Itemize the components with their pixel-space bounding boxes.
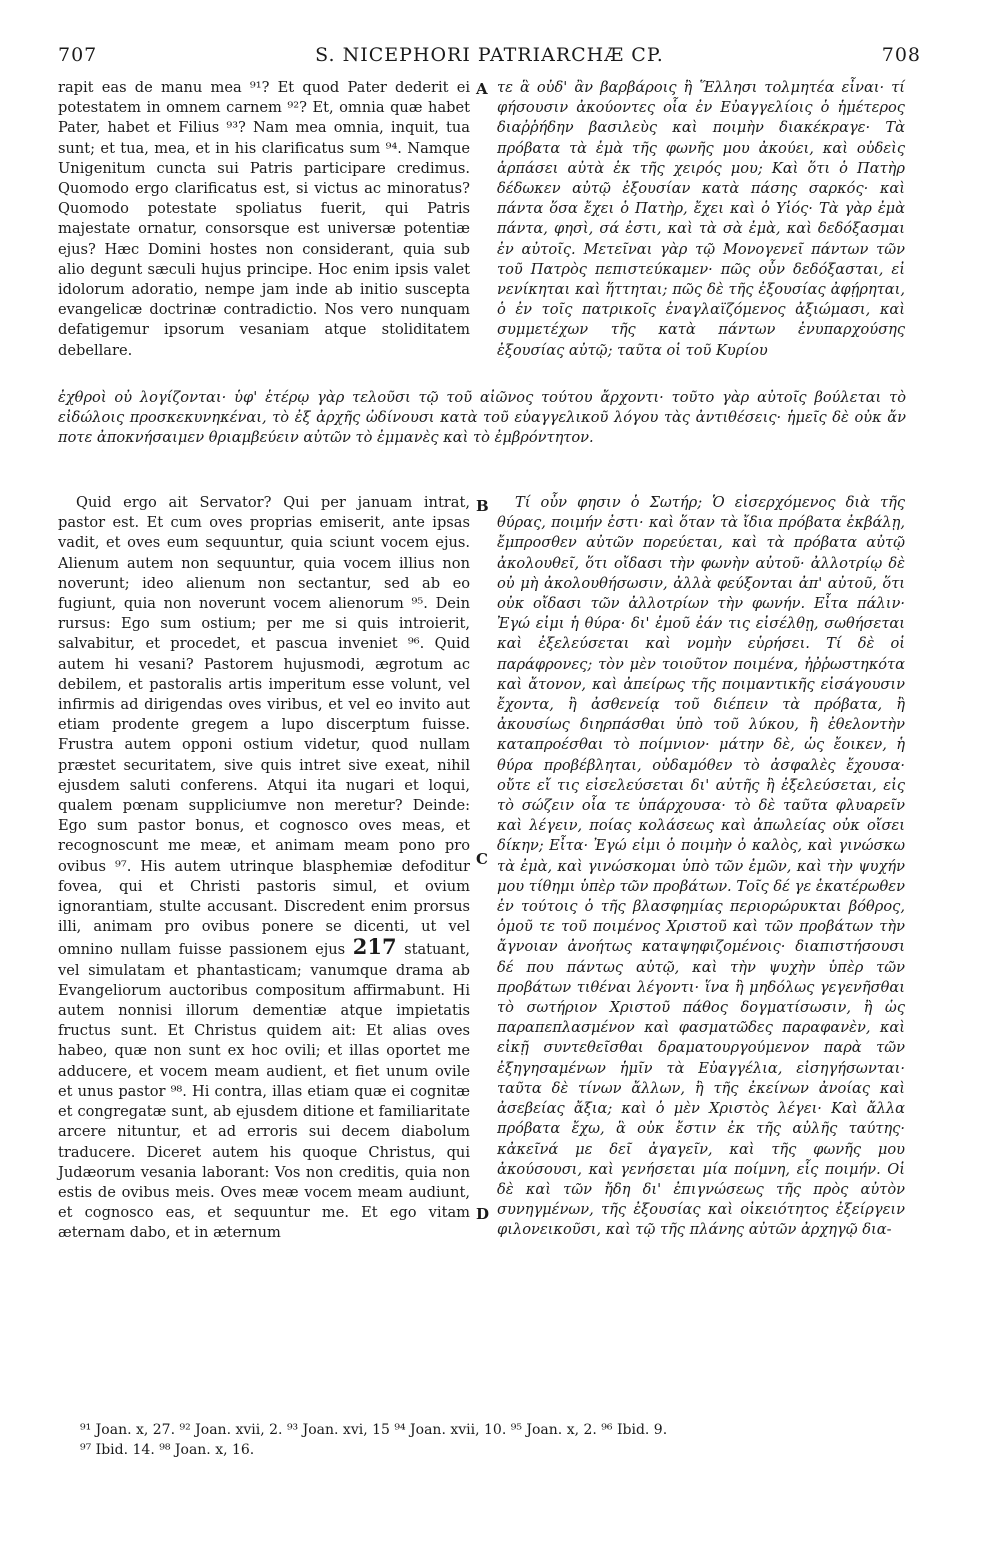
greek-text: τε ἃ οὐδ' ἂν βαρβάροις ἢ Ἕλλησι τολμητέα εἶναι· τί φήσουσιν ἀκούοντες οἷα ἐν Εὐαγγελίοις ὁ ἡμέτερος διαῤῥήδην βασιλεὺς καὶ ποιμὴν διακέκραγε· Τὰ πρόβατα τὰ ἐμὰ τῆς φωνῆς μου ἀκούει, καὶ οὐδεὶς ἁρπάσει αὐτὰ ἐκ τῆς χειρός μου; Καὶ ὅτι ὁ Πατὴρ δέδωκεν αὐτῷ ἐξουσίαν κατὰ πάσης σαρκός· καὶ πάντα ὅσα ἔχει ὁ Πατὴρ, ἔχει καὶ ὁ Υἱός· Τὰ γὰρ ἐμὰ πάντα, φησὶ, σά ἐστι, καὶ τὰ σὰ ἐμὰ, καὶ δεδόξασμαι ἐν αὐτοῖς. Μετεῖναι γὰρ τῷ Μονογενεῖ πάντων τῶν τοῦ Πατρὸς πεπιστεύκαμεν· πῶς οὖν δεδόξασται, εἰ νενίκηται καὶ ἥττηται; πῶς δὲ τῆς ἐξουσίας ἀφῄρηται, ὁ ἐν τοῖς πατρικοῖς ἐναγλαϊζόμενος ἀξιώμασι, καὶ συμμετέχων τῆς κατὰ πάντων ἐνυπαρχούσης ἐξουσίας αὐτῷ; ταῦτα οἱ τοῦ Κυρίου bbox=[497, 79, 905, 359]
footnotes-line-1: ⁹¹ Joan. x, 27. ⁹² Joan. xvii, 2. ⁹³ Joan. xvi, 15 ⁹⁴ Joan. xvii, 10. ⁹⁵ Joan. x, 2. ⁹⁶ Ibid. 9. bbox=[80, 1422, 668, 1438]
latin-text: rapit eas de manu mea ⁹¹? Et quod Pater dederit ei potestatem in omnem carnem ⁹²? Et, omnia quæ habet Pater, habet et Filius ⁹³? Nam mea omnia, inquit, tua sunt; et tua, mea, et in his clarificatus sum ⁹⁴. Namque Unigenitum cuncta sui Patris participare credimus. Quomodo ergo clarificatus est, si victus ac minoratus? Quomodo potestate spoliatus fuerit, qui Patris majestate ornatur, consorsque est universæ potentiæ ejus? Hæc Domini hostes non considerant, quia sub alio degunt sæculi hujus principe. Hoc enim ipsis valet idolorum adoratio, nempe jam inde ab initio suscepta evangelicæ doctrinæ contradictio. Nos vero nunquam defatigemur ipsorum vesaniam atque stoliditatem debellare. bbox=[58, 79, 470, 359]
left-page-number: 707 bbox=[58, 44, 98, 66]
footnotes-line-2: ⁹⁷ Ibid. 14. ⁹⁸ Joan. x, 16. bbox=[80, 1442, 255, 1458]
folio-number: 217 bbox=[352, 934, 397, 960]
greek-column-section2 bbox=[497, 493, 905, 1241]
greek-fullwidth-text: ἐχθροὶ οὐ λογίζονται· ὑφ' ἑτέρῳ γὰρ τελοῦσι τῷ τοῦ αἰῶνος τούτου ἄρχοντι· τοῦτο γὰρ αὐτοῖς βούλεται τὸ εἰδώλοις προσκεκυνηκέναι, τὸ ἐξ ἀρχῆς ὠδίνουσι κατὰ τοῦ εὐαγγελικοῦ λόγου τὰς ἀντιθέσεις· ἡμεῖς δὲ οὐκ ἄν ποτε ἀποκνήσαιμεν θριαμβεύειν αὐτῶν τὸ ἐμμανὲς καὶ τὸ ἐμβρόντητον. bbox=[58, 389, 906, 447]
latin-column-section1 bbox=[58, 78, 470, 361]
latin-text: Quid ergo ait Servator? Qui per januam intrat, pastor est. Et cum oves proprias emiserit, ante ipsas vadit, et oves eum sequuntur, quia sciunt vocem ejus. Alienum autem non sequuntur, quia vocem illius non noverunt; ideo alienum non sectantur, sed ab eo fugiunt, quia non noverunt vocem alienorum ⁹⁵. Dein rursus: Ego sum ostium; per me si quis introierit, salvabitur, et procedet, et pascua inveniet ⁹⁶. Quid autem hi vesani? Pastorem hujusmodi, ægrotum ac debilem, et pastoralis artis imperitum esse volunt, vel infirmis ad dirigendas oves viribus, et vel eo invito aut etiam prodente gregem a lupo discerptum fuisse. Frustra autem opponi ostium videtur, quod nullam præstet securitatem, sive quis intret sive exeat, nihil ejusdem saluti conferens. Atqui ita nugari et loqui, qualem pœnam suppliciumve non meretur? Deinde: Ego sum pastor bonus, et cognosco oves meas, et recognoscunt me meæ, et animam meam pono pro ovibus ⁹⁷. His autem utrinque blasphemiæ defoditur fovea, qui et Christi pastoris simul, et ovium ignorantiam, stulte accusant. Discredent enim prorsus illi, animam pro ovibus ponere se dicenti, ut vel omnino nullam fuisse passionem ejus bbox=[58, 494, 470, 959]
page-header bbox=[58, 44, 921, 72]
section-marker-c: C bbox=[476, 850, 488, 868]
running-title: S. NICEPHORI PATRIARCHÆ CP. bbox=[315, 44, 664, 66]
greek-column-section1 bbox=[497, 78, 905, 361]
section-marker-a: A bbox=[476, 80, 488, 98]
section-marker-d: D bbox=[476, 1205, 490, 1223]
greek-text: Τί οὖν φησιν ὁ Σωτήρ; Ὁ εἰσερχόμενος διὰ τῆς θύρας, ποιμήν ἐστι· καὶ ὅταν τὰ ἴδια πρόβατα ἐκβάλῃ, ἔμπροσθεν αὐτῶν πορεύεται, καὶ τὰ πρόβατα αὐτῷ ἀκολουθεῖ, ὅτι οἴδασι τὴν φωνὴν αὐτοῦ· ἀλλοτρίῳ δὲ οὐ μὴ ἀκολουθήσωσιν, ἀλλὰ φεύξονται ἀπ' αὐτοῦ, ὅτι οὐκ οἴδασι τῶν ἀλλοτρίων τὴν φωνήν. Εἶτα πάλιν· Ἐγώ εἰμι ἡ θύρα· δι' ἐμοῦ ἐάν τις εἰσέλθῃ, σωθήσεται καὶ ἐξελεύσεται καὶ νομὴν εὑρήσει. Τί δὲ οἱ παράφρονες; τὸν μὲν τοιοῦτον ποιμένα, ἠῤῥωστηκότα καὶ ἄτονον, καὶ ἀπείρως τῆς ποιμαντικῆς εἰσάγουσιν ἔχοντα, ἢ ἀσθενείᾳ τοῦ διέπειν τὰ πρόβατα, ἢ ἀκουσίως διηρπάσθαι ὑπὸ τοῦ λύκου, ἢ ἐθελοντὴν καταπροέσθαι τὸ ποίμνιον· μάτην δὲ, ὡς ἔοικεν, ἡ θύρα προβέβληται, οὐδαμόθεν τὸ ἀσφαλὲς ἔχουσα· οὔτε εἴ τις εἰσελεύσεται δι' αὐτῆς ἢ ἐξελεύσεται, εἰς τὸ σώζειν οἷα τε ὑπάρχουσα· τὸ δὲ ταῦτα φλυαρεῖν καὶ λέγειν, ποίας κολάσεως καὶ ἀπωλείας οὐκ οἴσει δίκην; Εἶτα· Ἐγώ εἰμι ὁ ποιμὴν ὁ καλὸς, καὶ γινώσκω τὰ ἐμὰ, καὶ γινώσκομαι ὑπὸ τῶν ἐμῶν, καὶ τὴν ψυχήν μου τίθημι ὑπὲρ τῶν προβάτων. Τοῖς δέ γε ἑκατέρωθεν ἐν τούτοις ὁ τῆς βλασφημίας περιορώρυκται βόθρος, ὁμοῦ τε τοῦ ποιμένος Χριστοῦ καὶ τῶν προβάτων τὴν ἄγνοιαν ἀνοήτως καταψηφιζομένοις· διαπιστήσουσι δέ που πάντως αὐτῷ, καὶ τὴν ψυχὴν ὑπὲρ τῶν προβάτων τιθέναι λέγοντι· ἵνα ἢ μηδόλως γεγενῆσθαι τὸ σωτήριον Χριστοῦ πάθος δογματίσωσιν, ἢ ὡς παραπεπλασμένον καὶ φασματῶδες παραφανὲν, καὶ εἰκῇ συντεθεῖσθαι δραματουργούμενον παρὰ τῶν ἐξηγησαμένων ἡμῖν τὰ Εὐαγγέλια, εἰσηγήσωνται· ταῦτα δὲ τίνων ἄλλων, ἢ τῆς ἐκείνων ἀνοίας καὶ ἀσεβείας ἄξια; καὶ ὁ μὲν Χριστὸς λέγει· Καὶ ἄλλα πρόβατα ἔχω, ἃ οὐκ ἔστιν ἐκ τῆς αὐλῆς ταύτης· κἀκεῖνά με δεῖ ἀγαγεῖν, καὶ τῆς φωνῆς μου ἀκούσουσι, καὶ γενήσεται μία ποίμνη, εἷς ποιμήν. Οἱ δὲ καὶ τῶν ἤδη δι' ἐπιγνώσεως τῆς πρὸς αὐτὸν συνηγμένων, τῆς ἐξουσίας καὶ οἰκειότητος ἐξείργειν φιλονεικοῦσι, καὶ τῷ τῆς πλάνης αὐτῶν ἀρχηγῷ δια- bbox=[497, 494, 905, 1239]
right-page-number: 708 bbox=[881, 44, 921, 66]
latin-text: statuant, vel simulatam et phantasticam; vanumque drama ab Evangeliorum auctoribus compositum affirmabunt. Hi autem nonnisi illorum dementiæ atque impietatis fructus sunt. Et Christus quidem ait: Et alias oves habeo, quæ non sunt ex hoc ovili; et illas oportet me adducere, et vocem meam audient, et fiet unum ovile et unus pastor ⁹⁸. Hi contra, illas etiam quæ ei cognitæ et congregatæ sunt, ab ejusdem ditione et familiaritate arcere nituntur, et ad erroris sui decem diabolum traducere. Diceret autem his quoque Christus, qui Judæorum vesania laborant: Vos non creditis, quia non estis de ovibus meis. Oves meæ vocem meam audiunt, et cognosco eas, et sequuntur me. Et ego vitam æternam dabo, et in æternum bbox=[58, 941, 471, 1242]
latin-column-section2 bbox=[58, 493, 470, 1244]
section-marker-b: B bbox=[476, 497, 489, 515]
